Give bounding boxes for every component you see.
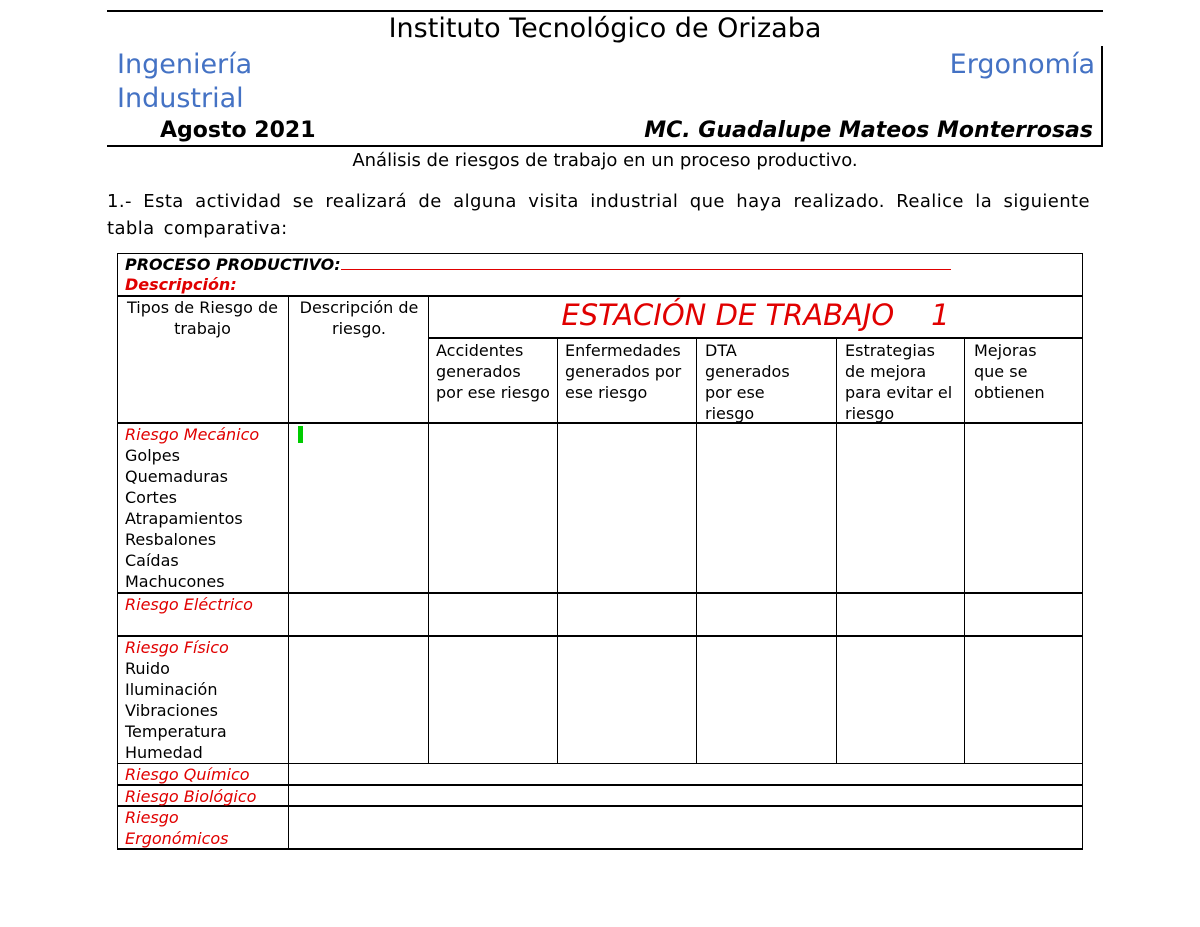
- risk-item: Machucones: [125, 572, 225, 591]
- header-right-rule: [1101, 46, 1103, 147]
- table-border-left: [117, 253, 118, 849]
- table-rule: [557, 337, 558, 763]
- risk-biological-name: Riesgo Biológico: [125, 787, 257, 806]
- risk-item: Ruido: [125, 659, 170, 678]
- risk-name: Riesgo Mecánico: [125, 425, 260, 444]
- col-risk-description: Descripción de riesgo.: [299, 298, 419, 338]
- risk-comparison-table: [117, 253, 1083, 849]
- table-rule: [117, 592, 1083, 594]
- table-rule: [428, 337, 1083, 339]
- process-fill-line[interactable]: [341, 254, 951, 270]
- table-border-bottom: [117, 848, 1083, 850]
- risk-electrical-name: Riesgo Eléctrico: [125, 595, 253, 614]
- risk-item: Iluminación: [125, 680, 218, 699]
- table-rule: [117, 784, 1083, 786]
- subcol-strategies: Estrategias de mejora para evitar el riesgo: [845, 341, 953, 423]
- career-name-line2: Industrial: [117, 83, 244, 114]
- process-label: PROCESO PRODUCTIVO:: [125, 255, 341, 274]
- table-border-right: [1082, 253, 1083, 849]
- risk-item: Caídas: [125, 551, 179, 570]
- subcol-improvements: Mejoras que se obtienen: [974, 341, 1045, 402]
- risk-ergonomic-name: Riesgo Ergonómicos: [125, 808, 229, 848]
- professor-name: MC. Guadalupe Mateos Monterrosas: [644, 118, 1093, 143]
- subcol-diseases: Enfermedades generados por ese riesgo: [565, 341, 682, 402]
- station-title: ESTACIÓN DE TRABAJO 1: [561, 298, 950, 332]
- subcol-accidents: Accidentes generados por ese riesgo: [436, 341, 550, 402]
- table-rule: [964, 337, 965, 763]
- risk-name: Riesgo Físico: [125, 638, 229, 657]
- career-name-line1: Ingeniería: [117, 49, 253, 80]
- risk-chemical-name: Riesgo Químico: [125, 765, 250, 784]
- risk-item: Golpes: [125, 446, 180, 465]
- date-label: Agosto 2021: [160, 118, 316, 143]
- table-rule: [288, 295, 289, 849]
- subject-name: Ergonomía: [949, 49, 1095, 80]
- text-cursor: [298, 426, 303, 443]
- risk-item: Atrapamientos: [125, 509, 243, 528]
- risk-mechanical-cell: [125, 424, 285, 592]
- table-rule: [117, 763, 1083, 764]
- risk-item: Temperatura: [125, 722, 227, 741]
- process-header-cell: [125, 254, 1075, 275]
- instruction-paragraph: 1.- Esta actividad se realizará de alguna visita industrial que haya realizado. Realice la siguiente tabla comparativa:: [107, 191, 1090, 239]
- institution-title: Instituto Tecnológico de Orizaba: [388, 13, 822, 44]
- table-rule: [836, 337, 837, 763]
- risk-physical-cell: [125, 637, 285, 763]
- document-subtitle: Análisis de riesgos de trabajo en un proceso productivo.: [352, 150, 858, 171]
- table-rule: [117, 805, 1083, 807]
- col-risk-types: Tipos de Riesgo de trabajo: [127, 298, 278, 338]
- table-rule: [696, 337, 697, 763]
- description-label: Descripción:: [125, 275, 237, 294]
- document-header: [107, 10, 1103, 147]
- risk-item: Vibraciones: [125, 701, 218, 720]
- risk-item: Humedad: [125, 743, 203, 762]
- risk-item: Cortes: [125, 488, 177, 507]
- risk-item: Quemaduras: [125, 467, 228, 486]
- table-rule: [428, 295, 429, 763]
- risk-item: Resbalones: [125, 530, 217, 549]
- subcol-dta: DTA generados por ese riesgo: [705, 341, 790, 423]
